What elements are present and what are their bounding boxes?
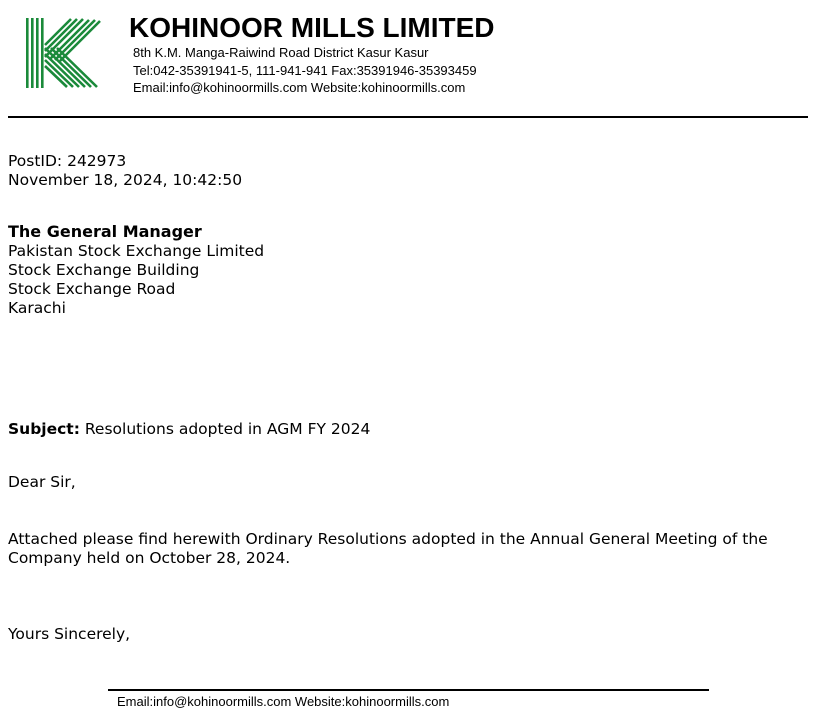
addressee-line: Karachi bbox=[8, 299, 66, 317]
salutation: Dear Sir, bbox=[8, 473, 76, 491]
kohinoor-k-logo-icon bbox=[25, 18, 101, 88]
addressee-line: Pakistan Stock Exchange Limited bbox=[8, 242, 265, 260]
company-name: KOHINOOR MILLS LIMITED bbox=[129, 12, 495, 43]
header-divider bbox=[8, 116, 808, 118]
company-address: 8th K.M. Manga-Raiwind Road District Kasur Kasur bbox=[133, 45, 429, 60]
addressee-line: Stock Exchange Building bbox=[8, 261, 200, 279]
post-datetime: November 18, 2024, 10:42:50 bbox=[8, 171, 243, 189]
subject-line bbox=[8, 420, 370, 439]
addressee-title: The General Manager bbox=[8, 222, 202, 241]
footer-divider bbox=[108, 689, 709, 691]
company-email-website: Email:info@kohinoormills.com Website:kohinoormills.com bbox=[133, 80, 466, 95]
body-paragraph: Attached please find herewith Ordinary Resolutions adopted in the Annual General Meeting of the Company held on October 28, 2024. bbox=[8, 530, 768, 567]
company-phone-fax: Tel:042-35391941-5, 111-941-941 Fax:35391946-35393459 bbox=[133, 63, 477, 78]
subject-text: Resolutions adopted in AGM FY 2024 bbox=[79, 420, 371, 438]
closing: Yours Sincerely, bbox=[8, 625, 131, 643]
footer-email-website: Email:info@kohinoormills.com Website:kohinoormills.com bbox=[117, 694, 450, 709]
addressee-line: Stock Exchange Road bbox=[8, 280, 176, 298]
subject-label: Subject: bbox=[8, 420, 80, 438]
post-id: PostID: 242973 bbox=[8, 152, 127, 170]
